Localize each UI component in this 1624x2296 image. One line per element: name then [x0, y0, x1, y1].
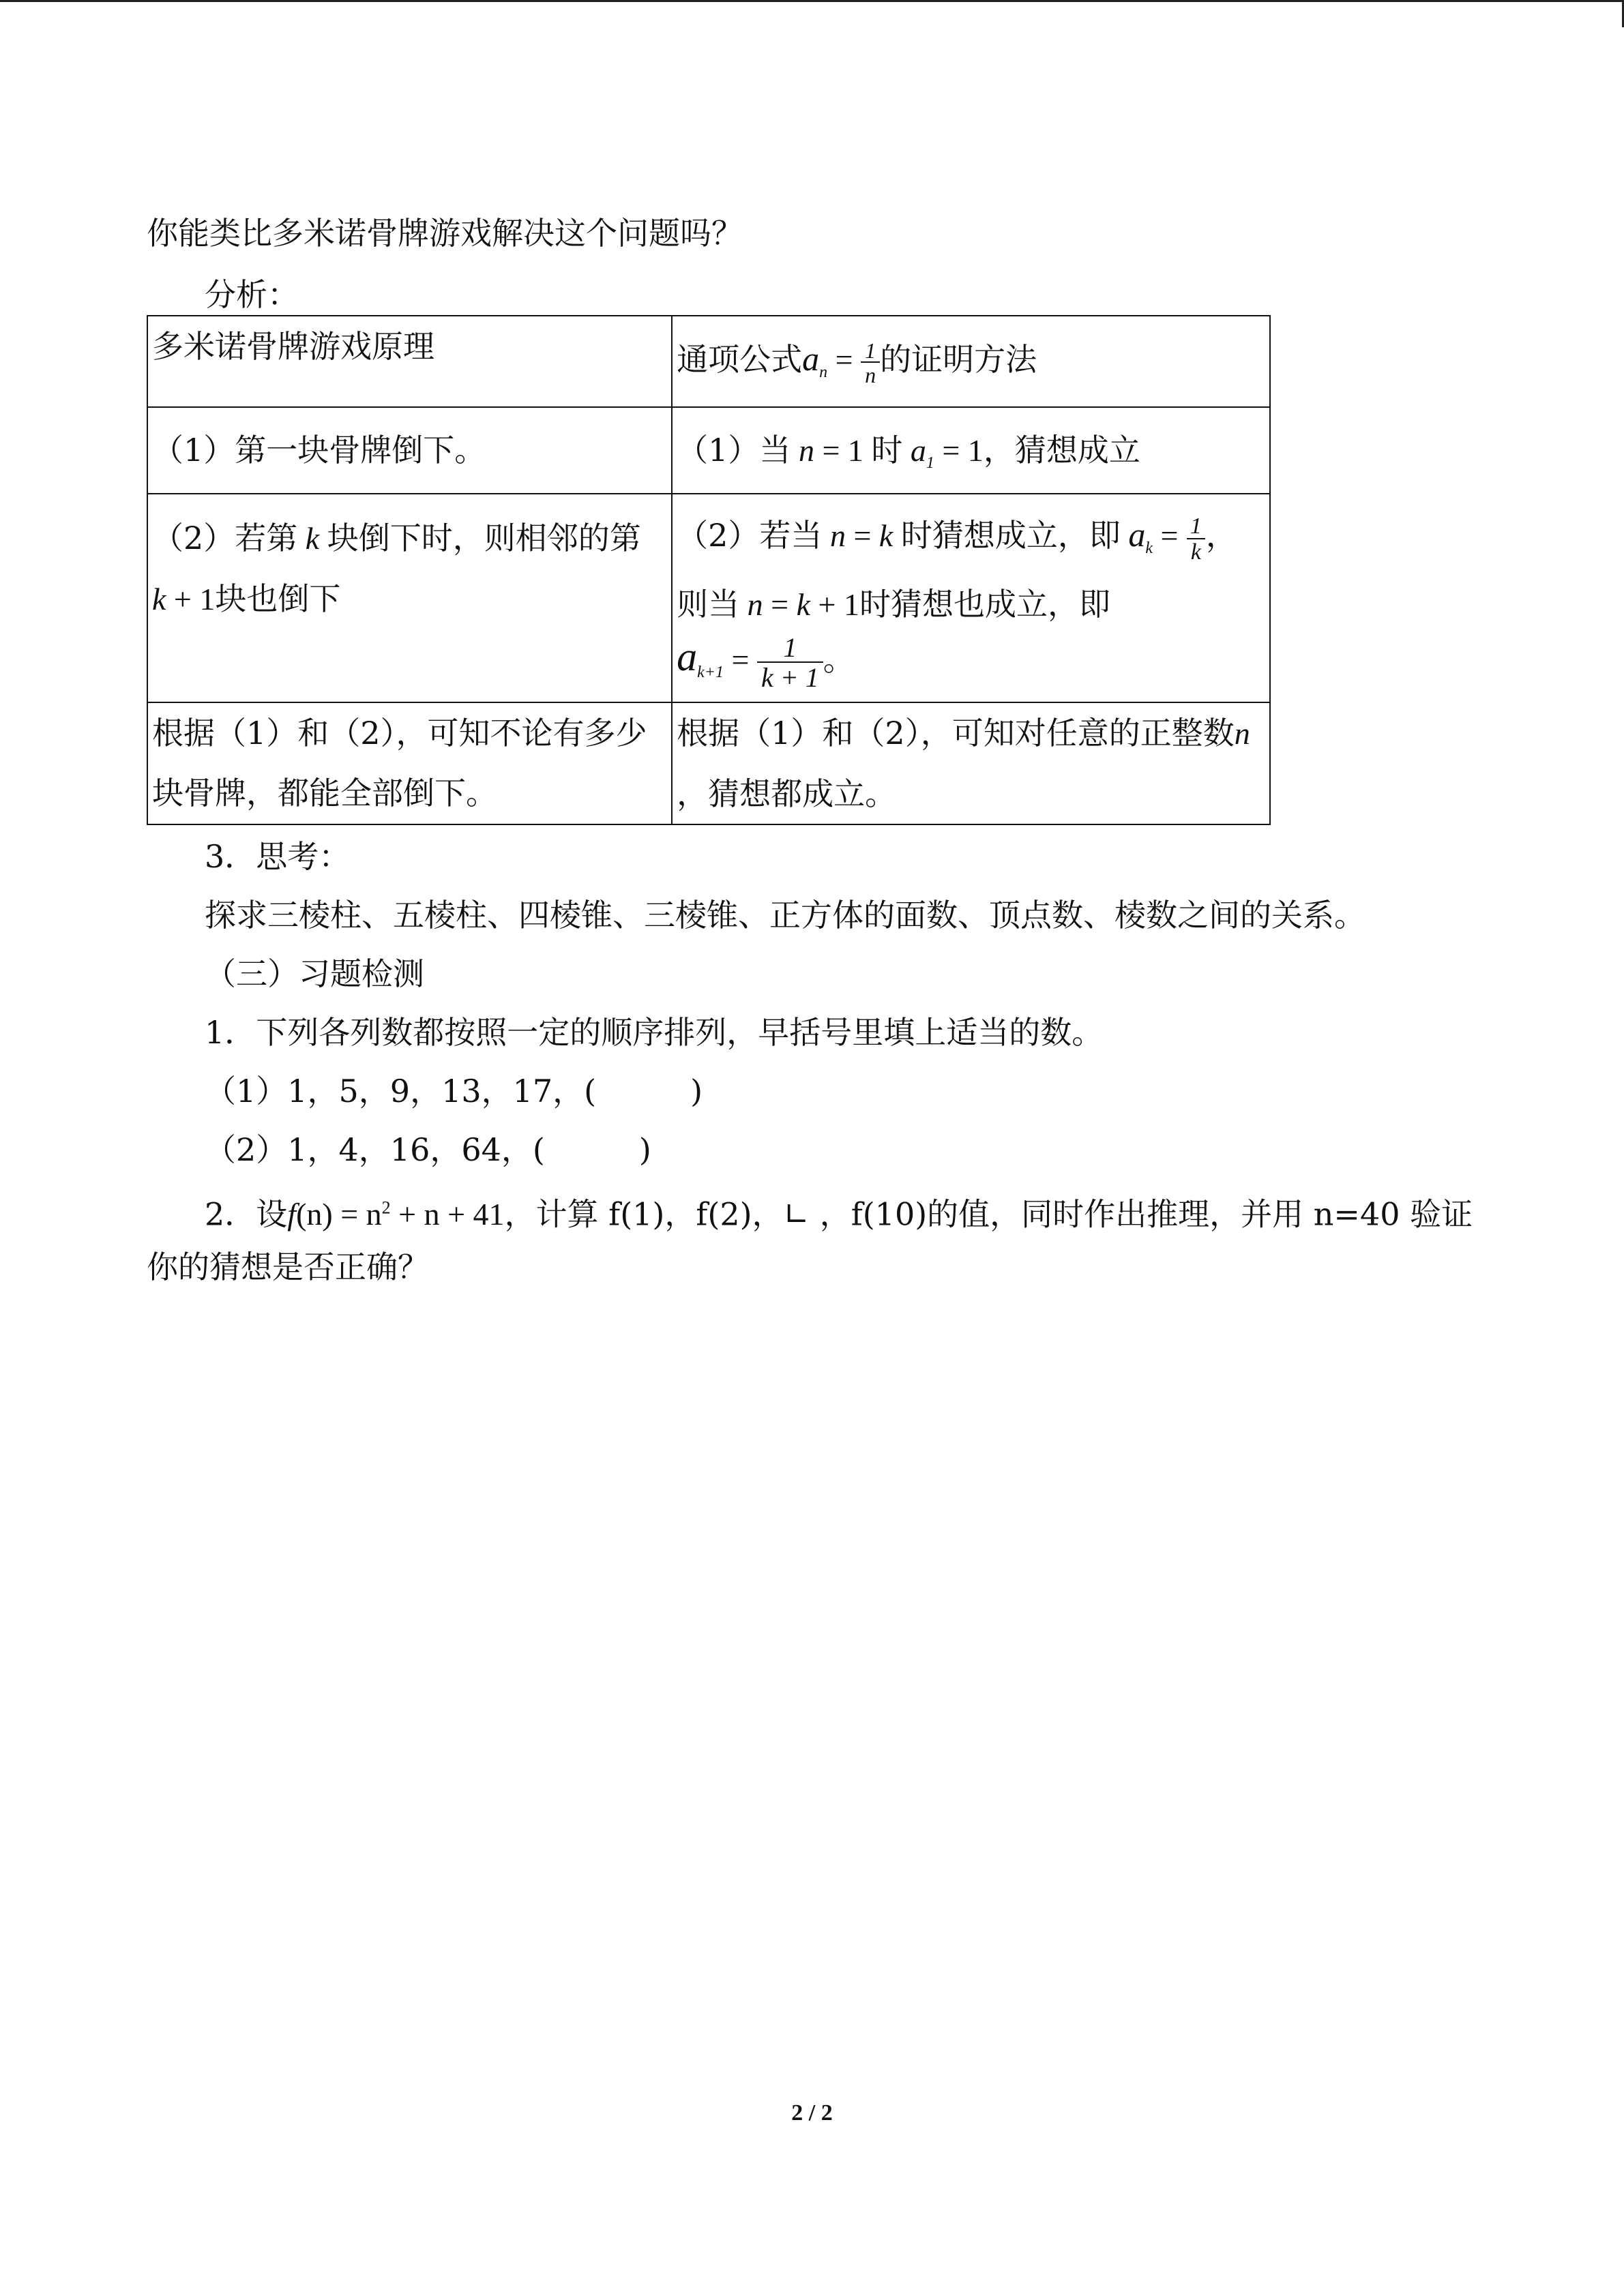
- table-cell-r2c1: [147, 494, 672, 702]
- r2c1-text-b: 块倒下时，则相邻的第: [327, 520, 641, 557]
- r3c2-text-b: ，猜想都成立。: [677, 775, 897, 813]
- header-proof-prefix: 通项公式: [677, 341, 803, 378]
- var-k: k: [297, 521, 327, 556]
- formula-ak1: $a_{k+1}$ = $\frac{1}{k + 1}$: [677, 642, 823, 677]
- q2-text-a: 2．设: [205, 1195, 288, 1233]
- think-body: 探求三棱柱、五棱柱、四棱锥、三棱锥、正方体的面数、顶点数、棱数之间的关系。: [205, 897, 1365, 934]
- top-border: [0, 0, 1624, 2]
- table-cell-r1c2: [672, 407, 1270, 494]
- r2c2-text-b: 时猜想成立，即: [900, 517, 1121, 554]
- analysis-label: 分析：: [205, 276, 299, 313]
- comparison-table: [147, 315, 1271, 825]
- q2-text-b: ，计算 f(1)，f(2)，∟ ，f(10)的值，同时作出推理，并用 n=40 验证: [504, 1195, 1473, 1233]
- question-1-part-2: （2）1，4，16，64，( ): [205, 1131, 651, 1168]
- table-cell-r2c2: [672, 494, 1270, 702]
- header-domino-text: 多米诺骨牌游戏原理: [152, 328, 434, 365]
- table-cell-r3c1: [147, 702, 672, 824]
- formula-n-eq-k-plus-1: n = k + 1: [747, 586, 859, 622]
- formula-n-eq-k: n = k: [829, 518, 894, 554]
- r3c1-text-a: 根据（1）和（2），可知不论有多少: [152, 715, 647, 752]
- r1c2-text-a: （1）当: [677, 432, 791, 469]
- header-proof-suffix: 的证明方法: [880, 341, 1037, 378]
- table-header-domino: [147, 316, 672, 407]
- formula-k-plus-1: k + 1: [152, 582, 216, 617]
- section-exercises: （三）习题检测: [205, 955, 424, 992]
- question-2-line-1: [205, 1188, 1473, 1235]
- formula-n-eq-1: n = 1: [798, 433, 872, 468]
- r2c1-text-a: （2）若第: [152, 520, 298, 557]
- r2c2-text-d: 则当: [677, 585, 740, 623]
- r2c2-text-f: 。: [823, 640, 855, 678]
- table-cell-r3c2: [672, 702, 1270, 824]
- question-1: 1．下列各列数都按照一定的顺序排列，早括号里填上适当的数。: [205, 1014, 1104, 1051]
- formula-a1-eq-1: $a_1 = 1$: [910, 433, 984, 473]
- r2c2-text-a: （2）若当: [677, 517, 823, 554]
- r1c2-text-b: 时: [871, 432, 903, 469]
- question-1-part-1: （1）1，5，9，13，17，( ): [205, 1073, 703, 1109]
- r2c1-text-c: 块也倒下: [215, 580, 341, 618]
- question-2-line-2: 你的猜想是否正确？: [147, 1249, 429, 1285]
- formula-ak: $a_k$ = $\frac{1}{k}$: [1121, 518, 1206, 553]
- r3c1-text-b: 块骨牌，都能全部倒下。: [152, 775, 497, 812]
- r2c2-text-c: ，: [1205, 517, 1237, 554]
- r1c2-text-c: ，猜想成立: [983, 432, 1140, 469]
- think-title: 3．思考：: [205, 838, 351, 875]
- page-number: 2 / 2: [791, 2100, 833, 2126]
- table-header-proof: [672, 316, 1270, 407]
- formula-fn: $f(n) = n^2 + n + 41$: [287, 1197, 505, 1232]
- table-cell-r1c1: [147, 407, 672, 494]
- formula-an: $a_n$ = $\frac{1}{n}$: [802, 342, 880, 377]
- r3c2-text-a: 根据（1）和（2），可知对任意的正整数: [677, 715, 1235, 752]
- r2c2-text-e: 时猜想也成立，即: [859, 585, 1110, 623]
- intro-text: 你能类比多米诺骨牌游戏解决这个问题吗？: [147, 215, 743, 252]
- var-n: n: [1234, 716, 1250, 751]
- r1c1-text: （1）第一块骨牌倒下。: [152, 432, 486, 469]
